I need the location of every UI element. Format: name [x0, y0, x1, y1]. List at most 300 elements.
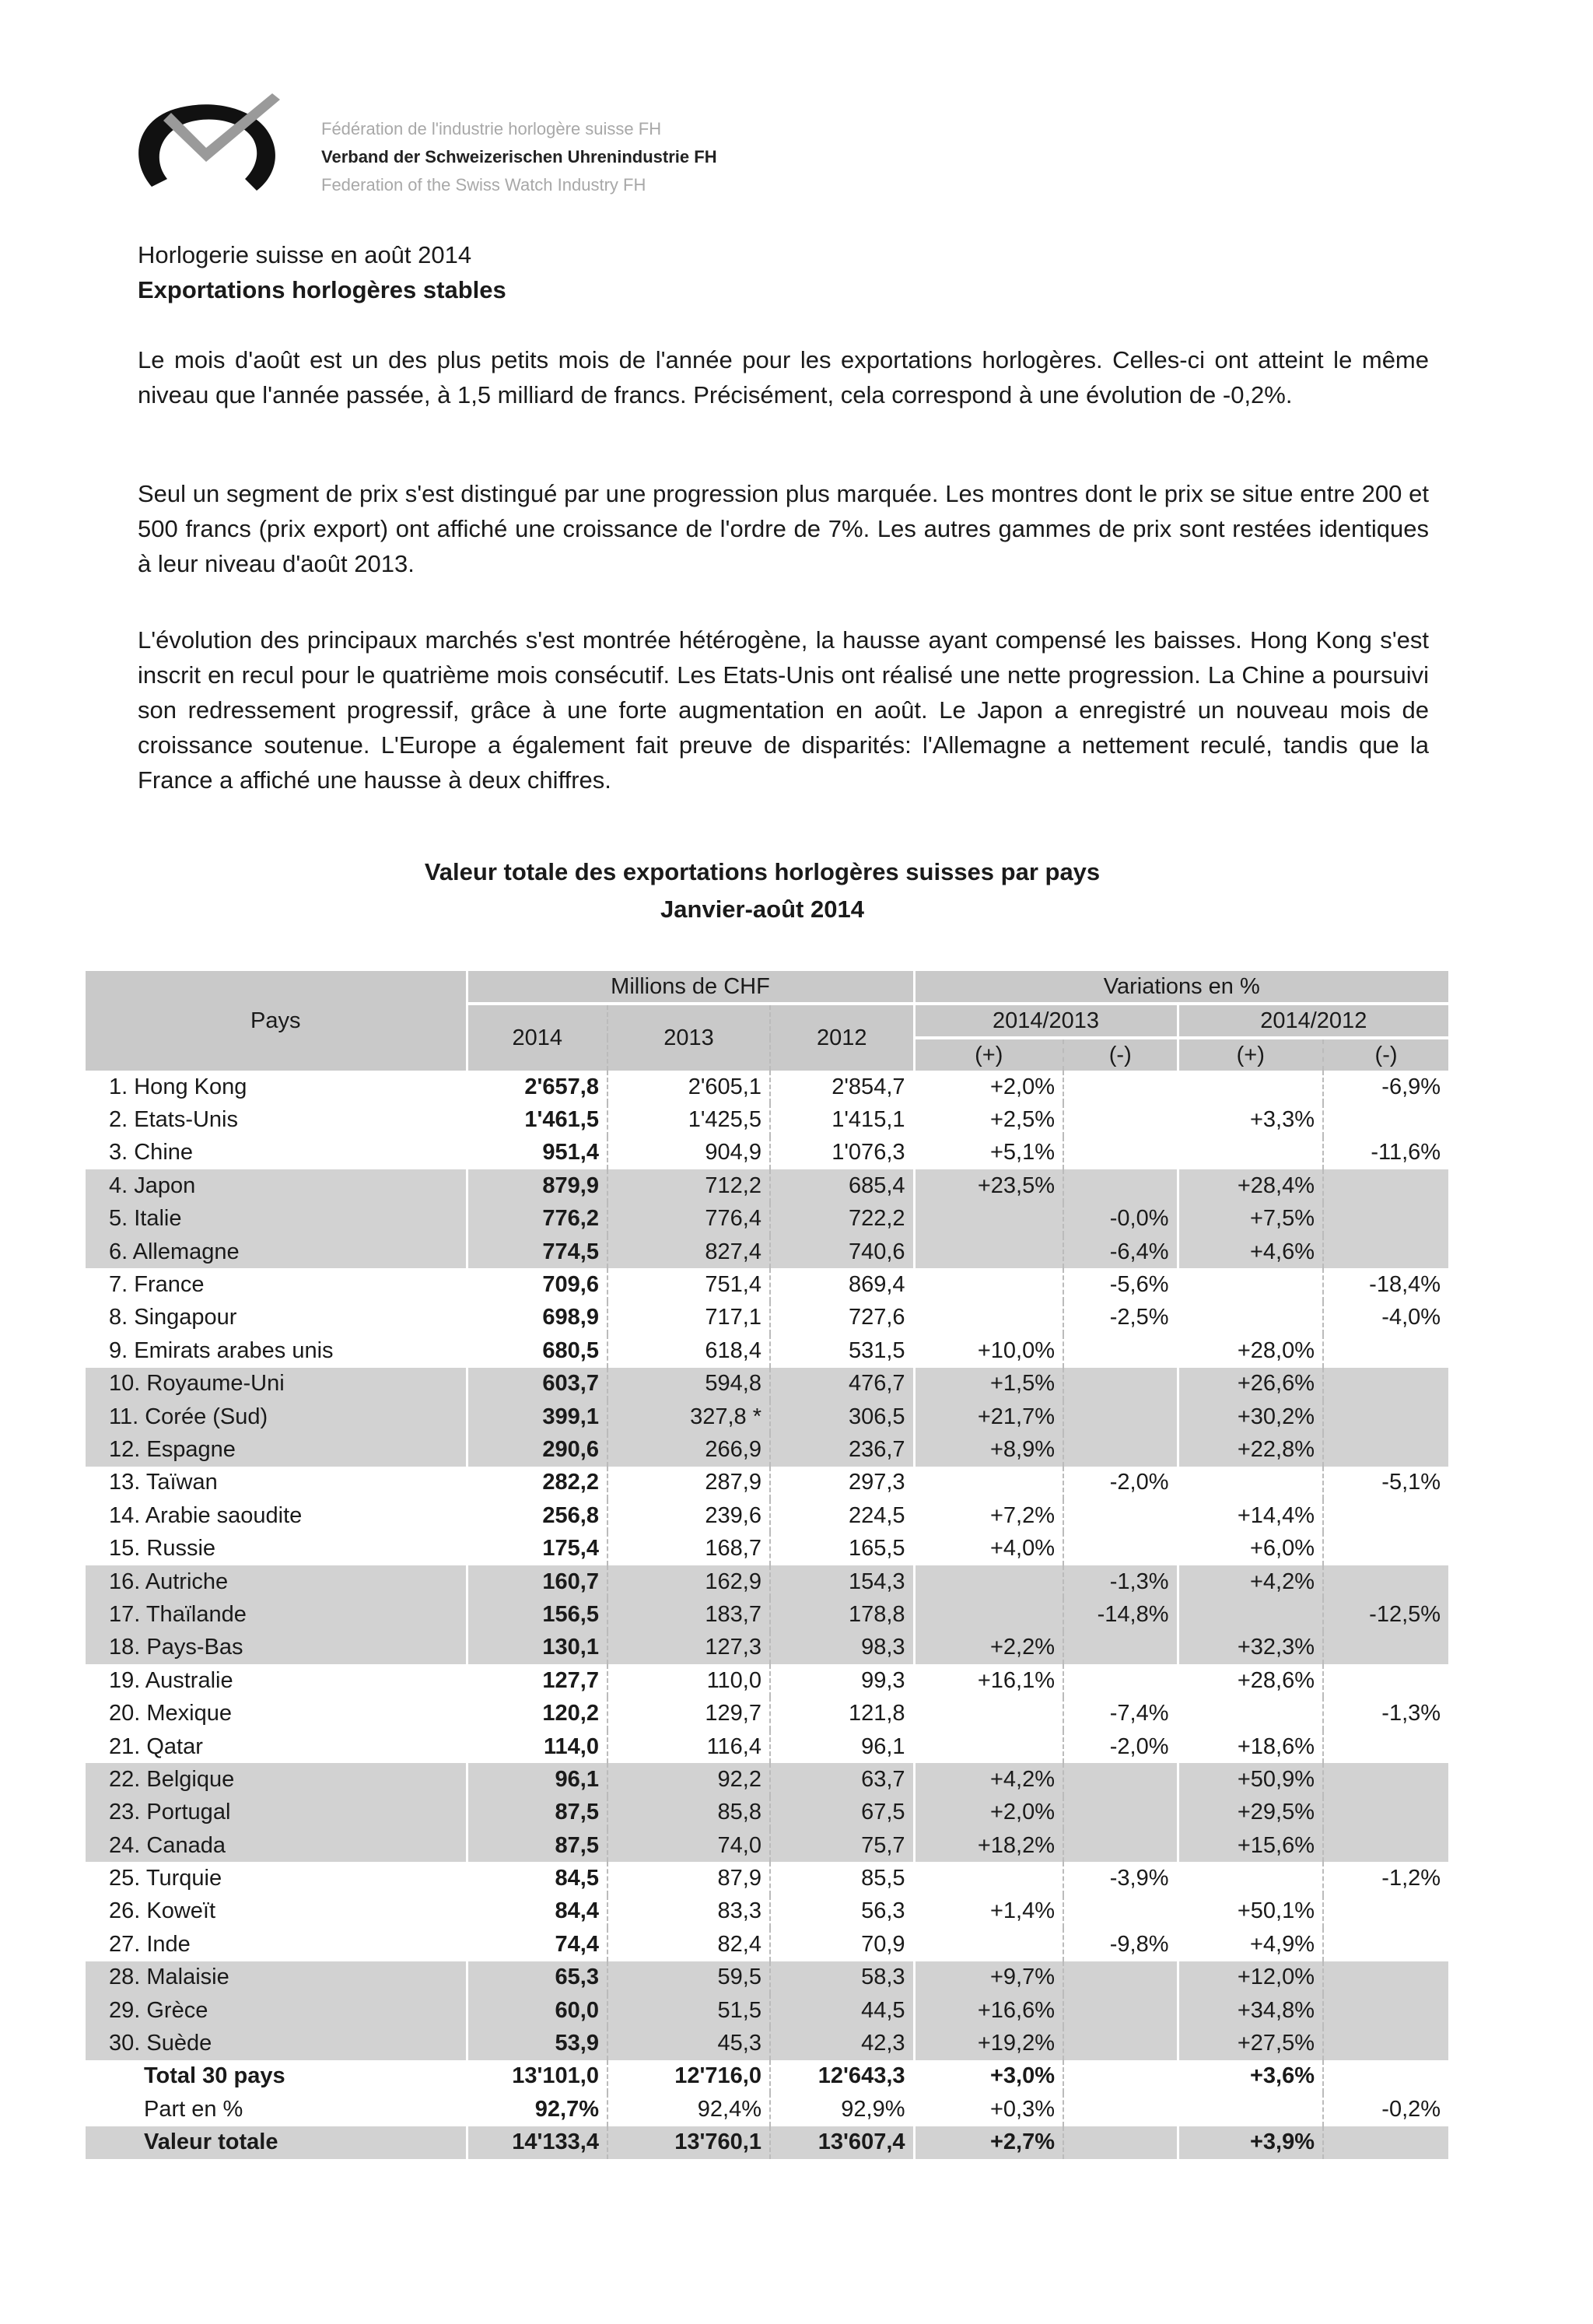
value-2013: 59,5 — [607, 1961, 770, 1994]
var-2014-2013-plus: +2,5% — [914, 1103, 1063, 1136]
value-2013: 776,4 — [607, 1203, 770, 1236]
value-2012: 2'854,7 — [770, 1071, 914, 1103]
value-2013: 183,7 — [607, 1598, 770, 1631]
value-2012: 224,5 — [770, 1499, 914, 1532]
value-2013: 594,8 — [607, 1368, 770, 1400]
value-2014: 84,4 — [467, 1895, 607, 1928]
value-2014: 156,5 — [467, 1598, 607, 1631]
var-2014-2013-plus — [914, 1467, 1063, 1499]
table-total-row — [86, 2060, 1448, 2093]
value-2013: 712,2 — [607, 1169, 770, 1202]
var-2014-2012-plus — [1178, 1137, 1323, 1169]
value-2014: 256,8 — [467, 1499, 607, 1532]
var-2014-2013-minus: -14,8% — [1063, 1598, 1178, 1631]
value-2012: 67,5 — [770, 1796, 914, 1829]
var-2014-2013-minus — [1063, 1368, 1178, 1400]
var-2014-2013-plus — [914, 1862, 1063, 1895]
var-2014-2012-plus: +4,2% — [1178, 1565, 1323, 1598]
value-2012: 306,5 — [770, 1400, 914, 1433]
country: 22. Belgique — [86, 1763, 467, 1796]
value-2014: 65,3 — [467, 1961, 607, 1994]
var-2014-2013-minus — [1063, 1499, 1178, 1532]
value-2013: 51,5 — [607, 1994, 770, 2027]
table-row — [86, 1763, 1448, 1796]
table-row — [86, 1895, 1448, 1928]
var-2014-2012-minus — [1323, 1236, 1448, 1268]
var-2014-2012-minus: -6,9% — [1381, 1074, 1441, 1099]
table-row — [86, 1697, 1448, 1730]
value-2013: 13'760,1 — [607, 2126, 770, 2159]
value-2012: 99,3 — [770, 1664, 914, 1697]
var-2014-2013-minus — [1063, 1829, 1178, 1862]
var-2014-2013-plus: +5,1% — [914, 1137, 1063, 1169]
var-2014-2013-plus: +19,2% — [914, 2027, 1063, 2059]
var-2014-2012-minus: -11,6% — [1371, 1140, 1441, 1166]
header-2014-2012: 2014/2012 — [1178, 1004, 1448, 1038]
table-row — [86, 1467, 1448, 1499]
header-2012: 2012 — [770, 1004, 914, 1071]
var-2014-2012-plus: +27,5% — [1178, 2027, 1323, 2059]
value-2012: 92,9% — [770, 2093, 914, 2126]
var-2014-2012-minus — [1323, 1565, 1448, 1598]
var-2014-2012-plus — [1178, 1302, 1323, 1334]
table-row — [86, 1071, 1448, 1103]
country: 11. Corée (Sud) — [86, 1400, 467, 1433]
value-2013: 127,3 — [607, 1632, 770, 1664]
table-total-row — [86, 2126, 1448, 2159]
var-2014-2012-plus: +34,8% — [1178, 1994, 1323, 2027]
var-2014-2013-plus — [914, 1730, 1063, 1763]
country: 9. Emirats arabes unis — [86, 1334, 467, 1367]
org-name-fr: Fédération de l'industrie horlogère suisse FH — [321, 119, 662, 138]
table-row — [86, 1862, 1448, 1895]
table-row — [86, 1598, 1448, 1631]
table-row — [86, 2027, 1448, 2059]
value-2013: 168,7 — [607, 1532, 770, 1565]
var-2014-2012-plus: +29,5% — [1178, 1796, 1323, 1829]
table-row — [86, 1632, 1448, 1664]
var-2014-2013-plus: +8,9% — [914, 1433, 1063, 1466]
var-2014-2012-plus — [1178, 1862, 1323, 1895]
table-row — [86, 1664, 1448, 1697]
value-2014: 698,9 — [467, 1302, 607, 1334]
var-2014-2012-plus — [1178, 1598, 1323, 1631]
value-2013: 45,3 — [607, 2027, 770, 2059]
value-2014: 87,5 — [467, 1829, 607, 1862]
value-2014: 175,4 — [467, 1532, 607, 1565]
var-2014-2012-minus: -0,2% — [1381, 2096, 1441, 2122]
value-2012: 42,3 — [770, 2027, 914, 2059]
var-2014-2013-minus — [1063, 1103, 1178, 1136]
country: 15. Russie — [86, 1532, 467, 1565]
value-2013: 287,9 — [607, 1467, 770, 1499]
value-2012: 476,7 — [770, 1368, 914, 1400]
value-2014: 84,5 — [467, 1862, 607, 1895]
var-2014-2012-plus: +7,5% — [1178, 1203, 1323, 1236]
document-title: Horlogerie suisse en août 2014 — [138, 241, 472, 268]
value-2014: 14'133,4 — [467, 2126, 607, 2159]
document-subtitle: Exportations horlogères stables — [138, 276, 506, 303]
value-2012: 722,2 — [770, 1203, 914, 1236]
value-2012: 869,4 — [770, 1268, 914, 1301]
var-2014-2013-plus — [914, 1236, 1063, 1268]
paragraph-2: Seul un segment de prix s'est distingué par une progression plus marquée. Les montres dont le prix se situe entre 200 et 500 francs (prix export) ont affiché une croissance de l'ordre de 7%. Les autres gammes de prix sont restées identiques à leur niveau d'août 2013. — [138, 480, 1429, 577]
var-2014-2013-plus: +16,1% — [914, 1664, 1063, 1697]
var-2014-2013-plus: +21,7% — [914, 1400, 1063, 1433]
fh-logo-icon — [128, 86, 284, 198]
var-2014-2013-minus — [1063, 1664, 1178, 1697]
value-2014: 776,2 — [467, 1203, 607, 1236]
value-2014: 282,2 — [467, 1467, 607, 1499]
value-2013: 85,8 — [607, 1796, 770, 1829]
var-2014-2012-minus — [1323, 1664, 1448, 1697]
value-2012: 154,3 — [770, 1565, 914, 1598]
value-2012: 75,7 — [770, 1829, 914, 1862]
var-2014-2012-plus: +30,2% — [1178, 1400, 1323, 1433]
header-variations: Variations en % — [914, 971, 1448, 1004]
var-2014-2012-plus: +50,9% — [1178, 1763, 1323, 1796]
value-2014: 603,7 — [467, 1368, 607, 1400]
var-2014-2012-plus: +14,4% — [1178, 1499, 1323, 1532]
var-2014-2012-minus — [1323, 1334, 1448, 1367]
var-2014-2012-plus: +28,6% — [1178, 1664, 1323, 1697]
country: 8. Singapour — [86, 1302, 467, 1334]
value-2013: 92,4% — [607, 2093, 770, 2126]
var-2014-2013-minus — [1063, 1763, 1178, 1796]
country: 12. Espagne — [86, 1433, 467, 1466]
var-2014-2013-plus: +16,6% — [914, 1994, 1063, 2027]
header-v1-minus: (-) — [1063, 1038, 1178, 1071]
country: Total 30 pays — [86, 2060, 467, 2093]
table-row — [86, 1730, 1448, 1763]
var-2014-2013-minus — [1063, 2093, 1178, 2126]
country: Valeur totale — [86, 2126, 467, 2159]
table-row — [86, 1302, 1448, 1334]
value-2014: 290,6 — [467, 1433, 607, 1466]
value-2012: 98,3 — [770, 1632, 914, 1664]
value-2013: 87,9 — [607, 1862, 770, 1895]
var-2014-2013-plus: +1,5% — [914, 1368, 1063, 1400]
var-2014-2013-minus: -5,6% — [1063, 1268, 1178, 1301]
country: 27. Inde — [86, 1928, 467, 1961]
value-2013: 827,4 — [607, 1236, 770, 1268]
var-2014-2013-minus — [1063, 1532, 1178, 1565]
value-2012: 44,5 — [770, 1994, 914, 2027]
var-2014-2012-plus: +18,6% — [1178, 1730, 1323, 1763]
country: 23. Portugal — [86, 1796, 467, 1829]
header-millions: Millions de CHF — [467, 971, 914, 1004]
value-2013: 751,4 — [607, 1268, 770, 1301]
country: 13. Taïwan — [86, 1467, 467, 1499]
value-2014: 127,7 — [467, 1664, 607, 1697]
var-2014-2013-plus: +23,5% — [914, 1169, 1063, 1202]
country: 2. Etats-Unis — [86, 1103, 467, 1136]
var-2014-2012-minus — [1323, 1532, 1448, 1565]
var-2014-2012-plus — [1178, 1268, 1323, 1301]
var-2014-2012-minus — [1323, 1994, 1448, 2027]
country: 24. Canada — [86, 1829, 467, 1862]
var-2014-2012-plus — [1178, 2093, 1323, 2126]
value-2012: 531,5 — [770, 1334, 914, 1367]
value-2012: 121,8 — [770, 1697, 914, 1730]
value-2013: 162,9 — [607, 1565, 770, 1598]
country: 14. Arabie saoudite — [86, 1499, 467, 1532]
value-2012: 178,8 — [770, 1598, 914, 1631]
var-2014-2012-minus: -1,3% — [1381, 1701, 1441, 1726]
var-2014-2012-plus: +6,0% — [1178, 1532, 1323, 1565]
value-2013: 12'716,0 — [607, 2060, 770, 2093]
org-name-en: Federation of the Swiss Watch Industry FH — [321, 175, 646, 195]
var-2014-2013-minus — [1063, 1400, 1178, 1433]
var-2014-2012-minus — [1323, 1829, 1448, 1862]
value-2014: 13'101,0 — [467, 2060, 607, 2093]
value-2014: 680,5 — [467, 1334, 607, 1367]
var-2014-2013-plus: +2,0% — [914, 1071, 1063, 1103]
value-2013: 116,4 — [607, 1730, 770, 1763]
table-row — [86, 1829, 1448, 1862]
var-2014-2012-plus: +12,0% — [1178, 1961, 1323, 1994]
var-2014-2013-minus: -2,5% — [1063, 1302, 1178, 1334]
value-2012: 70,9 — [770, 1928, 914, 1961]
var-2014-2012-minus — [1323, 1368, 1448, 1400]
country: 25. Turquie — [86, 1862, 467, 1895]
var-2014-2013-plus: +1,4% — [914, 1895, 1063, 1928]
org-name-de: Verband der Schweizerischen Uhrenindustrie FH — [321, 147, 717, 167]
var-2014-2013-plus — [914, 1203, 1063, 1236]
var-2014-2013-plus: +7,2% — [914, 1499, 1063, 1532]
var-2014-2012-minus — [1323, 2060, 1448, 2093]
value-2013: 904,9 — [607, 1137, 770, 1169]
var-2014-2013-minus — [1063, 2027, 1178, 2059]
header-pays: Pays — [86, 971, 467, 1071]
var-2014-2013-minus — [1063, 1137, 1178, 1169]
header-v1-plus: (+) — [914, 1038, 1063, 1071]
value-2013: 266,9 — [607, 1433, 770, 1466]
country: 10. Royaume-Uni — [86, 1368, 467, 1400]
value-2014: 87,5 — [467, 1796, 607, 1829]
var-2014-2013-plus — [914, 1565, 1063, 1598]
var-2014-2012-minus — [1323, 1400, 1448, 1433]
country: 16. Autriche — [86, 1565, 467, 1598]
var-2014-2013-minus — [1063, 1334, 1178, 1367]
exports-table — [86, 971, 1448, 2159]
var-2014-2013-plus: +0,3% — [914, 2093, 1063, 2126]
var-2014-2012-plus: +26,6% — [1178, 1368, 1323, 1400]
var-2014-2012-minus — [1323, 1961, 1448, 1994]
value-2013: 1'425,5 — [607, 1103, 770, 1136]
var-2014-2012-plus: +3,9% — [1178, 2126, 1323, 2159]
value-2012: 13'607,4 — [770, 2126, 914, 2159]
var-2014-2013-minus — [1063, 1895, 1178, 1928]
value-2014: 160,7 — [467, 1565, 607, 1598]
value-2013: 82,4 — [607, 1928, 770, 1961]
var-2014-2013-plus: +2,0% — [914, 1796, 1063, 1829]
fh-logo — [128, 86, 284, 198]
value-2014: 114,0 — [467, 1730, 607, 1763]
header-2014: 2014 — [467, 1004, 607, 1071]
var-2014-2013-minus: -3,9% — [1063, 1862, 1178, 1895]
var-2014-2013-plus: +2,7% — [914, 2126, 1063, 2159]
value-2013: 2'605,1 — [607, 1071, 770, 1103]
var-2014-2012-plus: +4,6% — [1178, 1236, 1323, 1268]
var-2014-2012-plus: +22,8% — [1178, 1433, 1323, 1466]
var-2014-2012-plus: +4,9% — [1178, 1928, 1323, 1961]
value-2013: 618,4 — [607, 1334, 770, 1367]
value-2012: 56,3 — [770, 1895, 914, 1928]
table-row — [86, 1334, 1448, 1367]
table-row — [86, 1961, 1448, 1994]
value-2012: 740,6 — [770, 1236, 914, 1268]
var-2014-2013-plus: +4,0% — [914, 1532, 1063, 1565]
var-2014-2013-minus: -2,0% — [1063, 1467, 1178, 1499]
table-period: Janvier-août 2014 — [660, 896, 864, 923]
var-2014-2012-minus: -1,2% — [1381, 1866, 1441, 1891]
value-2012: 236,7 — [770, 1433, 914, 1466]
var-2014-2013-minus — [1063, 1433, 1178, 1466]
value-2012: 96,1 — [770, 1730, 914, 1763]
var-2014-2012-minus: -5,1% — [1381, 1470, 1441, 1495]
table-row — [86, 1268, 1448, 1301]
var-2014-2013-minus: -2,0% — [1063, 1730, 1178, 1763]
var-2014-2013-plus — [914, 1928, 1063, 1961]
organisation-names — [321, 115, 717, 199]
var-2014-2012-plus: +15,6% — [1178, 1829, 1323, 1862]
table-row — [86, 1796, 1448, 1829]
var-2014-2013-plus: +9,7% — [914, 1961, 1063, 1994]
value-2012: 85,5 — [770, 1862, 914, 1895]
country: 7. France — [86, 1268, 467, 1301]
var-2014-2012-minus — [1323, 1895, 1448, 1928]
value-2013: 83,3 — [607, 1895, 770, 1928]
var-2014-2013-minus — [1063, 1961, 1178, 1994]
country: Part en % — [86, 2093, 467, 2126]
var-2014-2012-minus — [1323, 1730, 1448, 1763]
var-2014-2012-minus: -12,5% — [1323, 1598, 1448, 1631]
country: 28. Malaisie — [86, 1961, 467, 1994]
var-2014-2013-minus — [1063, 1071, 1178, 1103]
var-2014-2012-plus: +28,0% — [1178, 1334, 1323, 1367]
country: 26. Koweït — [86, 1895, 467, 1928]
country: 3. Chine — [86, 1137, 467, 1169]
var-2014-2013-plus — [914, 1598, 1063, 1631]
value-2014: 951,4 — [467, 1137, 607, 1169]
var-2014-2013-minus — [1063, 2060, 1178, 2093]
var-2014-2012-minus — [1323, 1169, 1448, 1202]
paragraph-3: L'évolution des principaux marchés s'est montrée hétérogène, la hausse ayant compensé les baisses. Hong Kong s'est inscrit en recul pour le quatrième mois consécutif. Les Etats-Unis ont réalisé une nette progression. La Chine a poursuivi son redressement progressif, grâce à une forte augmentation en août. Le Japon a enregistré un nouveau mois de croissance soutenue. L'Europe a également fait preuve de disparités: l'Allemagne a nettement reculé, tandis que la France a affiché une hausse à deux chiffres. — [138, 626, 1429, 794]
value-2014: 399,1 — [467, 1400, 607, 1433]
country: 5. Italie — [86, 1203, 467, 1236]
var-2014-2013-plus: +18,2% — [914, 1829, 1063, 1862]
value-2014: 96,1 — [467, 1763, 607, 1796]
value-2013: 92,2 — [607, 1763, 770, 1796]
value-2013: 239,6 — [607, 1499, 770, 1532]
value-2012: 297,3 — [770, 1467, 914, 1499]
var-2014-2013-minus — [1063, 1994, 1178, 2027]
value-2012: 1'415,1 — [770, 1103, 914, 1136]
country: 19. Australie — [86, 1664, 467, 1697]
var-2014-2013-plus — [914, 1268, 1063, 1301]
paragraph-1: Le mois d'août est un des plus petits mois de l'année pour les exportations horlogères. Celles-ci ont atteint le même niveau que l'année passée, à 1,5 milliard de francs. Précisément, cela correspond à une évolution de -0,2%. — [138, 346, 1429, 408]
var-2014-2013-plus: +4,2% — [914, 1763, 1063, 1796]
table-total-row — [86, 2093, 1448, 2126]
table-row — [86, 1203, 1448, 1236]
var-2014-2013-minus: -6,4% — [1063, 1236, 1178, 1268]
value-2014: 879,9 — [467, 1169, 607, 1202]
table-row — [86, 1368, 1448, 1400]
value-2013: 74,0 — [607, 1829, 770, 1862]
var-2014-2013-plus: +2,2% — [914, 1632, 1063, 1664]
var-2014-2013-minus — [1063, 2126, 1178, 2159]
var-2014-2013-minus — [1063, 1796, 1178, 1829]
country: 6. Allemagne — [86, 1236, 467, 1268]
var-2014-2012-minus: -18,4% — [1369, 1272, 1441, 1298]
var-2014-2012-minus — [1323, 1763, 1448, 1796]
var-2014-2013-plus — [914, 1697, 1063, 1730]
var-2014-2012-plus — [1178, 1467, 1323, 1499]
var-2014-2012-plus — [1178, 1071, 1323, 1103]
value-2012: 63,7 — [770, 1763, 914, 1796]
value-2013: 110,0 — [607, 1664, 770, 1697]
table-row — [86, 1994, 1448, 2027]
table-row — [86, 1103, 1448, 1136]
var-2014-2012-plus: +28,4% — [1178, 1169, 1323, 1202]
country: 21. Qatar — [86, 1730, 467, 1763]
value-2013: 129,7 — [607, 1697, 770, 1730]
header-2014-2013: 2014/2013 — [914, 1004, 1178, 1038]
value-2014: 1'461,5 — [467, 1103, 607, 1136]
var-2014-2013-minus: -7,4% — [1063, 1697, 1178, 1730]
country: 29. Grèce — [86, 1994, 467, 2027]
table-row — [86, 1532, 1448, 1565]
header-2013: 2013 — [607, 1004, 770, 1071]
header-v2-minus: (-) — [1323, 1038, 1448, 1071]
value-2012: 727,6 — [770, 1302, 914, 1334]
var-2014-2012-minus — [1323, 1499, 1448, 1532]
table-row — [86, 1565, 1448, 1598]
value-2012: 165,5 — [770, 1532, 914, 1565]
table-row — [86, 1499, 1448, 1532]
country: 20. Mexique — [86, 1697, 467, 1730]
value-2014: 53,9 — [467, 2027, 607, 2059]
country: 18. Pays-Bas — [86, 1632, 467, 1664]
value-2014: 2'657,8 — [467, 1071, 607, 1103]
var-2014-2012-minus — [1323, 2126, 1448, 2159]
country: 4. Japon — [86, 1169, 467, 1202]
var-2014-2012-plus: +3,3% — [1178, 1103, 1323, 1136]
table-row — [86, 1928, 1448, 1961]
var-2014-2012-minus — [1323, 1203, 1448, 1236]
var-2014-2012-plus — [1178, 1697, 1323, 1730]
table-row — [86, 1433, 1448, 1466]
table-title: Valeur totale des exportations horlogères suisses par pays — [424, 858, 1101, 885]
table-row — [86, 1236, 1448, 1268]
var-2014-2013-minus — [1063, 1169, 1178, 1202]
var-2014-2012-minus — [1323, 1796, 1448, 1829]
var-2014-2013-minus — [1063, 1632, 1178, 1664]
table-row — [86, 1137, 1448, 1169]
var-2014-2013-minus: -0,0% — [1063, 1203, 1178, 1236]
value-2014: 60,0 — [467, 1994, 607, 2027]
var-2014-2013-plus: +10,0% — [914, 1334, 1063, 1367]
var-2014-2012-minus — [1323, 2027, 1448, 2059]
value-2012: 1'076,3 — [770, 1137, 914, 1169]
var-2014-2012-plus: +50,1% — [1178, 1895, 1323, 1928]
value-2014: 130,1 — [467, 1632, 607, 1664]
value-2014: 774,5 — [467, 1236, 607, 1268]
var-2014-2013-minus: -1,3% — [1063, 1565, 1178, 1598]
value-2014: 120,2 — [467, 1697, 607, 1730]
country: 17. Thaïlande — [86, 1598, 467, 1631]
